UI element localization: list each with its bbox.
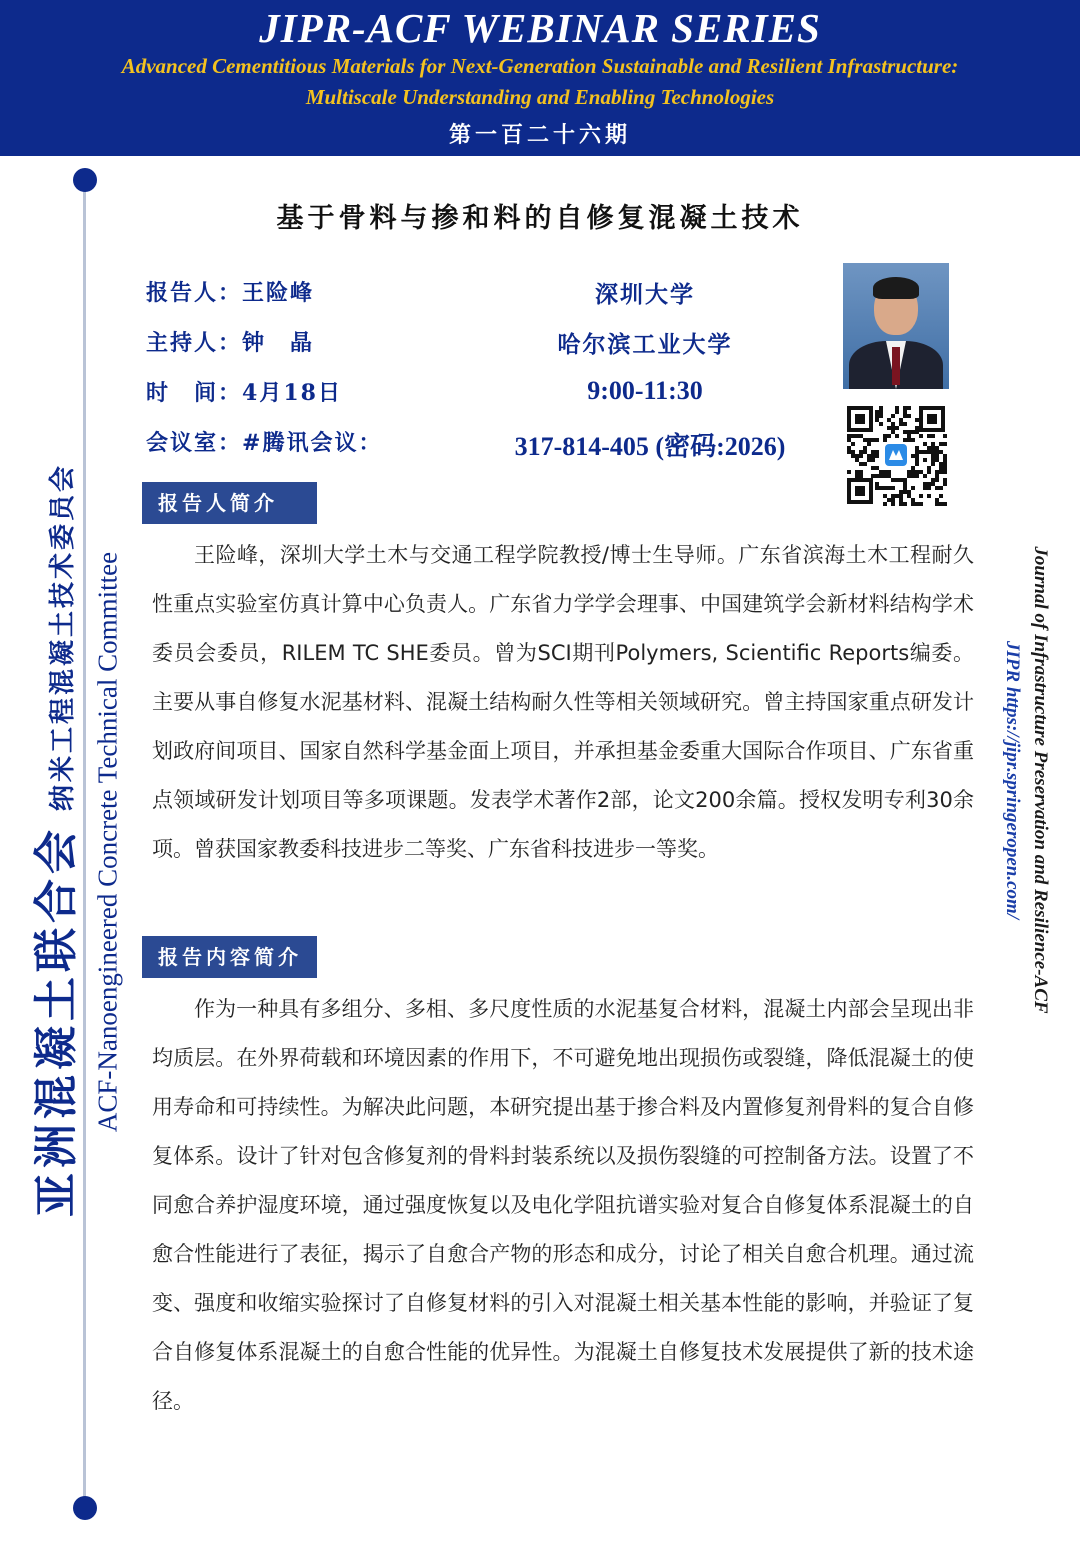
speaker-name: 王险峰 [242, 280, 315, 306]
committee-name-cn: 纳米工程混凝土技术委员会 [48, 462, 78, 812]
issue-number: 第一百二十六期 [448, 122, 631, 148]
speaker-affiliation: 深圳大学 [595, 281, 695, 308]
room-row [146, 426, 382, 457]
abstract-text: 作为一种具有多组分、多相、多尺度性质的水泥基复合材料，混凝土内部会呈现出非均质层。在外界荷载和环境因素的作用下，不可避免地出现损伤或裂缝，降低混凝土的使用寿命和可持续性。为解决此问题，本研究提出基于掺合料及内置修复剂骨料的复合自修复体系。设计了针对包含修复剂的骨料封装系统以及损伤裂缝的可控制备方法。设置了不同愈合养护湿度环境，通过强度恢复以及电化学阻抗谱实验对复合自修复体系混凝土的自愈合性能进行了表征，揭示了自愈合产物的形态和成分，讨论了相关自愈合机理。通过流变、强度和收缩实验探讨了自修复材料的引入对混凝土相关基本性能的影响，并验证了复合自修复体系混凝土的自愈合性能的优异性。为混凝土自修复技术发展提供了新的技术途径。 [152, 997, 974, 1413]
speaker-photo [843, 263, 949, 389]
qr-code-icon[interactable] [845, 404, 947, 506]
series-subtitle-line2: Multiscale Understanding and Enabling Technologies [305, 85, 775, 109]
rail-dot-top [73, 168, 97, 192]
photo-tie [892, 347, 900, 385]
photo-hair [873, 277, 919, 299]
room-label: 会议室： [146, 430, 243, 456]
org-name-cn: 亚洲混凝土联合会 [31, 825, 82, 1218]
time-row [146, 376, 342, 407]
host-label: 主持人： [146, 330, 243, 356]
header-banner [0, 0, 1080, 156]
meeting-id[interactable]: 317-814-405 (密码:2026) [514, 432, 786, 461]
time-value: 9:00-11:30 [587, 376, 703, 405]
host-name: 钟 晶 [242, 330, 315, 356]
committee-name-en: ACF-Nanoengineered Concrete Technical Committee [92, 551, 123, 1133]
series-subtitle-line1: Advanced Cementitious Materials for Next-Generation Sustainable and Resilient Infrastructure: [121, 54, 959, 78]
abstract-heading: 报告内容简介 [142, 936, 317, 978]
host-affiliation: 哈尔滨工业大学 [557, 331, 733, 358]
bio-heading: 报告人简介 [142, 482, 317, 524]
bio-text: 王险峰，深圳大学土木与交通工程学院教授/博士生导师。广东省滨海土木工程耐久性重点实验室仿真计算中心负责人。广东省力学学会理事、中国建筑学会新材料结构学术委员会委员，RILEM TC SHE委员。曾为SCI期刊Polymers, Scientific Reports编委。主要从事自修复水泥基材料、混凝土结构耐久性等相关领域研究。曾主持国家重点研发计划政府间项目、国家自然科学基金面上项目，并承担基金委重大国际合作项目、广东省重点领域研发计划项目等多项课题。发表学术著作2部，论文200余篇。授权发明专利30余项。曾获国家教委科技进步二等奖、广东省科技进步一等奖。 [152, 543, 974, 861]
talk-title: 基于骨料与掺和料的自修复混凝土技术 [276, 203, 804, 234]
series-title: JIPR-ACF WEBINAR SERIES [259, 5, 821, 51]
rail-dot-bottom [73, 1496, 97, 1520]
room-value: #腾讯会议： [242, 430, 383, 456]
time-label: 时 间： [146, 380, 243, 406]
date-value: 4月18日 [242, 380, 342, 406]
journal-name: Journal of Infrastructure Preservation and Resilience-ACF [1030, 546, 1051, 1014]
speaker-label: 报告人： [146, 280, 243, 306]
journal-url[interactable]: JIPR https://jipr.springeropen.com/ [1002, 640, 1023, 920]
host-row [146, 326, 314, 357]
speaker-row [146, 276, 314, 307]
